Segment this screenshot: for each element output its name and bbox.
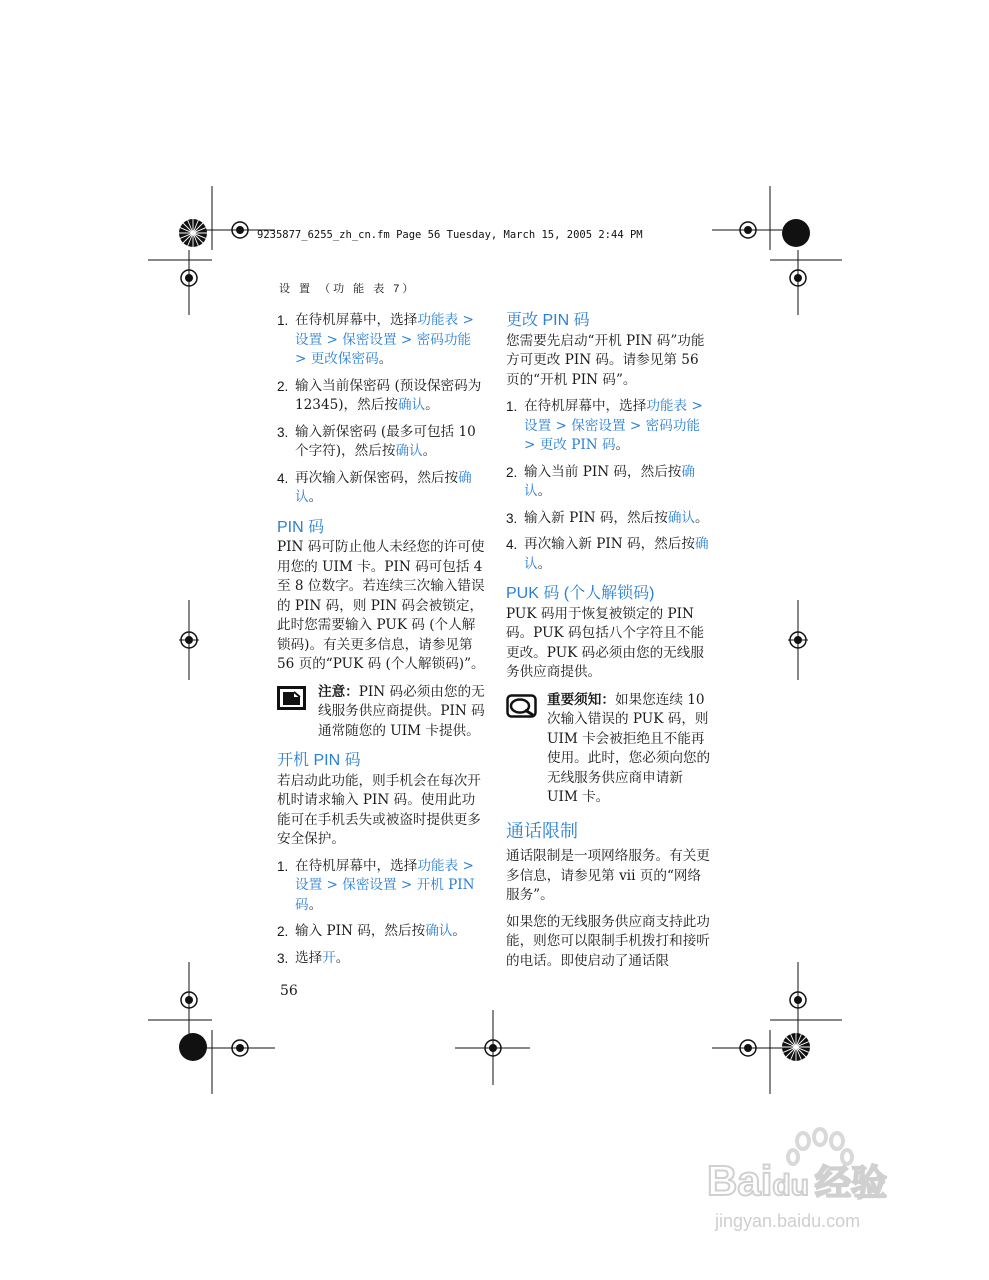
watermark-brand-2: du — [772, 1169, 810, 1202]
power-on-pin-paragraph: 若启动此功能，则手机会在每次开机时请求输入 PIN 码。使用此功能可在手机丢失或被盗时提供更多安全保护。 — [277, 772, 481, 847]
power-on-pin-heading: 开机 PIN 码 — [277, 752, 361, 769]
list-item: 1. 在待机屏幕中，选择功能表 > 设置 > 保密设置 > 开机 PIN 码。 — [277, 857, 475, 913]
list-item: 3. 输入新 PIN 码，然后按确认。 — [506, 509, 709, 526]
call-restriction-paragraph-1: 通话限制是一项网络服务。有关更多信息，请参见第 vii 页的“网络服务”。 — [506, 848, 710, 903]
note-text: PIN 码必须由您的无线服务供应商提供。PIN 码通常随您的 UIM 卡提供。 — [318, 683, 485, 739]
confirm-link: 确认 — [524, 463, 695, 499]
watermark-jingyan: 经验 — [815, 1163, 888, 1204]
list-item: 4. 再次输入新保密码，然后按确认。 — [277, 469, 472, 505]
call-restriction-paragraph-2: 如果您的无线服务供应商支持此功能，则您可以限制手机拨打和接听的电话。即使启动了通话限 — [506, 913, 710, 969]
list-item: 2. 输入当前保密码 (预设保密码为 12345)，然后按确认。 — [277, 377, 482, 413]
list-item: 3. 输入新保密码 (最多可包括 10 个字符)，然后按确认。 — [277, 423, 476, 459]
important-label: 重要须知： — [547, 691, 615, 708]
list-item: 2. 输入 PIN 码，然后按确认。 — [277, 923, 466, 939]
page-number: 56 — [280, 983, 298, 999]
watermark-brand: Bai — [707, 1157, 773, 1204]
call-restriction-heading: 通话限制 — [506, 820, 578, 841]
confirm-link: 确认 — [524, 536, 709, 572]
list-item: 1. 在待机屏幕中，选择功能表 > 设置 > 保密设置 > 密码功能 > 更改 PIN 码。 — [506, 398, 703, 453]
note-label: 注意： — [318, 683, 359, 700]
confirm-link: 确认 — [395, 443, 423, 459]
confirm-link: 确认 — [397, 397, 426, 413]
important-text: 如果您连续 10 次输入错误的 PUK 码，则 UIM 卡会被拒绝且不能再使用。此时，您必须向您的无线服务供应商申请新 UIM 卡。 — [547, 691, 711, 805]
list-item: 4. 再次输入新 PIN 码，然后按确认。 — [506, 536, 709, 572]
menu-path-link: 功能表 > 设置 > 保密设置 > 密码功能 > 更改 PIN 码 — [524, 398, 703, 453]
file-header: 9235877_6255_zh_cn.fm Page 56 Tuesday, March 15, 2005 2:44 PM — [257, 229, 643, 241]
pin-paragraph: PIN 码可防止他人未经您的许可使用您的 UIM 卡。PIN 码可包括 4 至 8 位数字。若连续三次输入错误的 PIN 码，则 PIN 码会被锁定，此时您需要输入 PUK 码 (个人解锁码)。有关更多信息，请参见第 56 页的“PUK 码 (个人解锁码)”。 — [277, 539, 485, 672]
confirm-link: 确认 — [425, 923, 453, 939]
menu-path-link: 功能表 > 设置 > 保密设置 > 开机 PIN 码 — [295, 857, 475, 913]
change-pin-paragraph: 您需要先启动“开机 PIN 码”功能方可更改 PIN 码。请参见第 56 页的“开机 PIN 码”。 — [506, 332, 705, 388]
menu-path-link: 功能表 > 设置 > 保密设置 > 密码功能 > 更改保密码 — [295, 312, 474, 367]
puk-paragraph: PUK 码用于恢复被锁定的 PIN 码。PUK 码包括八个字符且不能更改。PUK 码必须由您的无线服务供应商提供。 — [506, 605, 704, 680]
pin-heading: PIN 码 — [277, 518, 325, 536]
change-pin-heading: 更改 PIN 码 — [506, 312, 590, 329]
on-option-link: 开 — [322, 949, 336, 966]
section-label: 设 置 （功 能 表 7） — [279, 283, 417, 295]
baidu-watermark — [705, 1125, 935, 1249]
list-item: 3. 选择开。 — [277, 949, 350, 966]
watermark-url: jingyan.baidu.com — [715, 1211, 861, 1231]
list-item: 2. 输入当前 PIN 码，然后按确认。 — [506, 463, 695, 499]
confirm-link: 确认 — [667, 509, 695, 526]
puk-heading: PUK 码 (个人解锁码) — [506, 585, 655, 602]
confirm-link: 确认 — [295, 469, 472, 505]
list-item: 1. 在待机屏幕中，选择功能表 > 设置 > 保密设置 > 密码功能 > 更改保密码。 — [277, 312, 474, 367]
